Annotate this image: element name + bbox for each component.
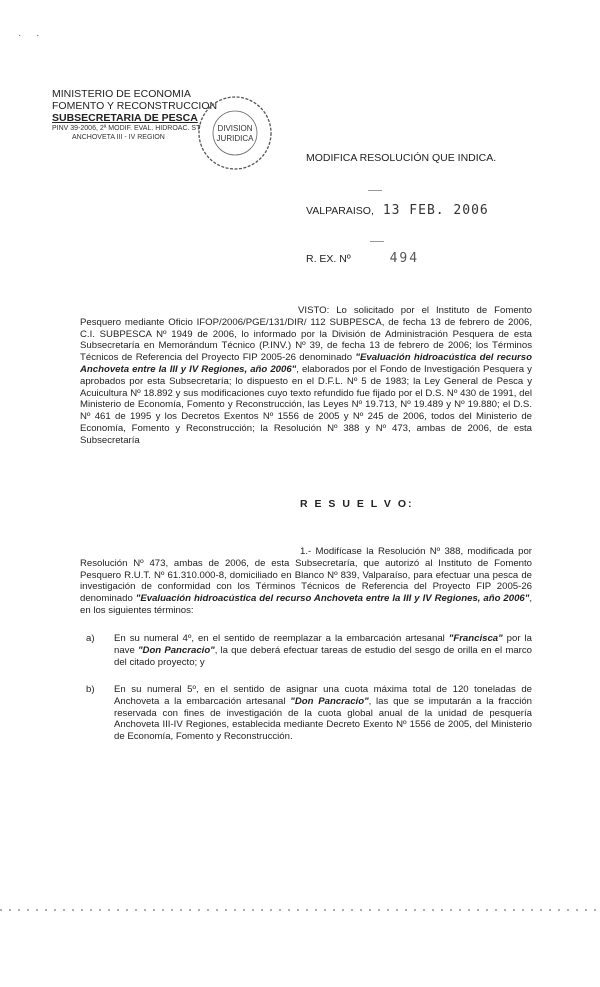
- scan-specks: · ·: [18, 30, 46, 41]
- item-b-text: En su numeral 5º, en el sentido de asignar una cuota máxima total de 120 toneladas de Anchoveta a la embarcación artesanal: [114, 684, 532, 707]
- tick-mark: [370, 241, 384, 242]
- item-a-text-2: por la nave: [114, 633, 532, 656]
- division-juridica-stamp: [195, 93, 275, 173]
- resolution-number-line: [306, 251, 419, 266]
- page-cut-line: [0, 909, 600, 911]
- project-title: "Evaluación hidroacústica del recurso Anchoveta entre la III y IV Regiones, año 2006": [80, 352, 532, 375]
- rex-number: 494: [389, 251, 420, 266]
- document-subject: MODIFICA RESOLUCIÓN QUE INDICA.: [306, 152, 497, 164]
- list-item-b: [86, 684, 532, 743]
- stamp-seal-icon: [195, 93, 275, 173]
- rex-label: R. EX. Nº: [306, 253, 351, 265]
- place-label: VALPARAISO,: [306, 205, 374, 217]
- item-a-text-3: , la que deberá efectuar tareas de estudio del sesgo de orilla en el marco del citado proyecto; y: [114, 644, 532, 668]
- item-a-text: En su numeral 4º, en el sentido de reemplazar a la embarcación artesanal: [114, 633, 449, 644]
- stamp-inner-2: JURIDICA: [216, 134, 254, 143]
- item-b-boat: "Don Pancracio": [290, 695, 369, 707]
- article-1-text-cont: , en los siguientes términos:: [80, 593, 532, 616]
- place-date-line: [306, 203, 489, 218]
- article-1-text: 1.- Modifícase la Resolución Nº 388, modificada por Resolución Nº 473, ambas de 2006, de esta Subsecretaría, que autorizó al Instituto de Fomento Pesquero R.U.T. Nº 61.310.000-8, domiciliado en Blanco Nº 839, Valparaíso, para efectuar una pesca de investigación de conformidad con los Términos Técnicos de Referencia del Proyecto FIP 2005-26 denominado: [80, 546, 532, 605]
- visto-text: VISTO: Lo solicitado por el Instituto de Fomento Pesquero mediante Oficio IFOP/2006/PGE/131/DIR/ 112 SUBPESCA, de fecha 13 de febrero de 2006, C.I. SUBPESCA Nº 1949 de 2006, lo informado por la División de Administración Pesquera de esta Subsecretaría en Memorándum Técnico (P.INV.) Nº 39, de fecha 13 de febrero de 2006; los Términos Técnicos de Referencia del Proyecto FIP 2005-26 denominado: [80, 305, 532, 364]
- stamp-inner-1: DIVISION: [217, 124, 253, 133]
- item-a-boat-2: "Don Pancracio": [137, 644, 215, 656]
- article-1-project-title: "Evaluación hidroacústica del recurso Anchoveta entre la III y IV Regiones, año 2006": [135, 593, 530, 605]
- visto-text-cont: , elaborados por el Fondo de Investigación Pesquera y aprobados por esta Subsecretaría; lo dispuesto en el D.F.L. Nº 5 de 1983; la Ley General de Pesca y Acuicultura Nº 18.892 y sus modificaciones cuyo texto refundido fue fijado por el D.S. Nº 430 de 1991, del Ministerio de Economía, Fomento y Reconstrucción, las Leyes Nº 19.713, Nº 19.489 y Nº 19.880; el D.S. Nº 461 de 1995 y los Decretos Exentos Nº 1556 de 2005 y Nº 245 de 2006, todos del Ministerio de Economía, Fomento y Reconstrucción; la Resolución Nº 388 y Nº 473, ambas de 2006, de esta Subsecretaría: [80, 363, 532, 446]
- letterhead-reference-2: ANCHOVETA III - IV REGION: [72, 134, 165, 141]
- article-1-paragraph: [80, 546, 532, 617]
- letterhead-subsecretaria: SUBSECRETARIA DE PESCA: [52, 112, 198, 124]
- visto-paragraph: [80, 305, 532, 447]
- letterhead-ministry-sub: FOMENTO Y RECONSTRUCCION: [52, 100, 218, 112]
- date-stamp: 13 FEB. 2006: [382, 203, 489, 218]
- letterhead-reference: PINV 39-2006, 2ª MODIF. EVAL. HIDROAC. ST: [52, 125, 201, 132]
- letterhead-ministry: MINISTERIO DE ECONOMIA: [52, 88, 191, 100]
- list-item-a: [86, 633, 532, 668]
- item-b-marker: b): [86, 684, 95, 695]
- item-b-text-2: , las que se imputarán a la fracción reservada con fines de investigación de la cuota global anual de la unidad de pesquería Anchoveta III-IV Regiones, establecida mediante Decreto Exento Nº 1556 de 2005, del Ministerio de Economía, Fomento y Reconstrucción.: [114, 695, 532, 743]
- tick-mark: [368, 190, 382, 191]
- item-a-boat-1: "Francisca": [448, 633, 503, 644]
- resuelvo-heading: R E S U E L V O:: [300, 498, 414, 510]
- item-a-marker: a): [86, 633, 95, 644]
